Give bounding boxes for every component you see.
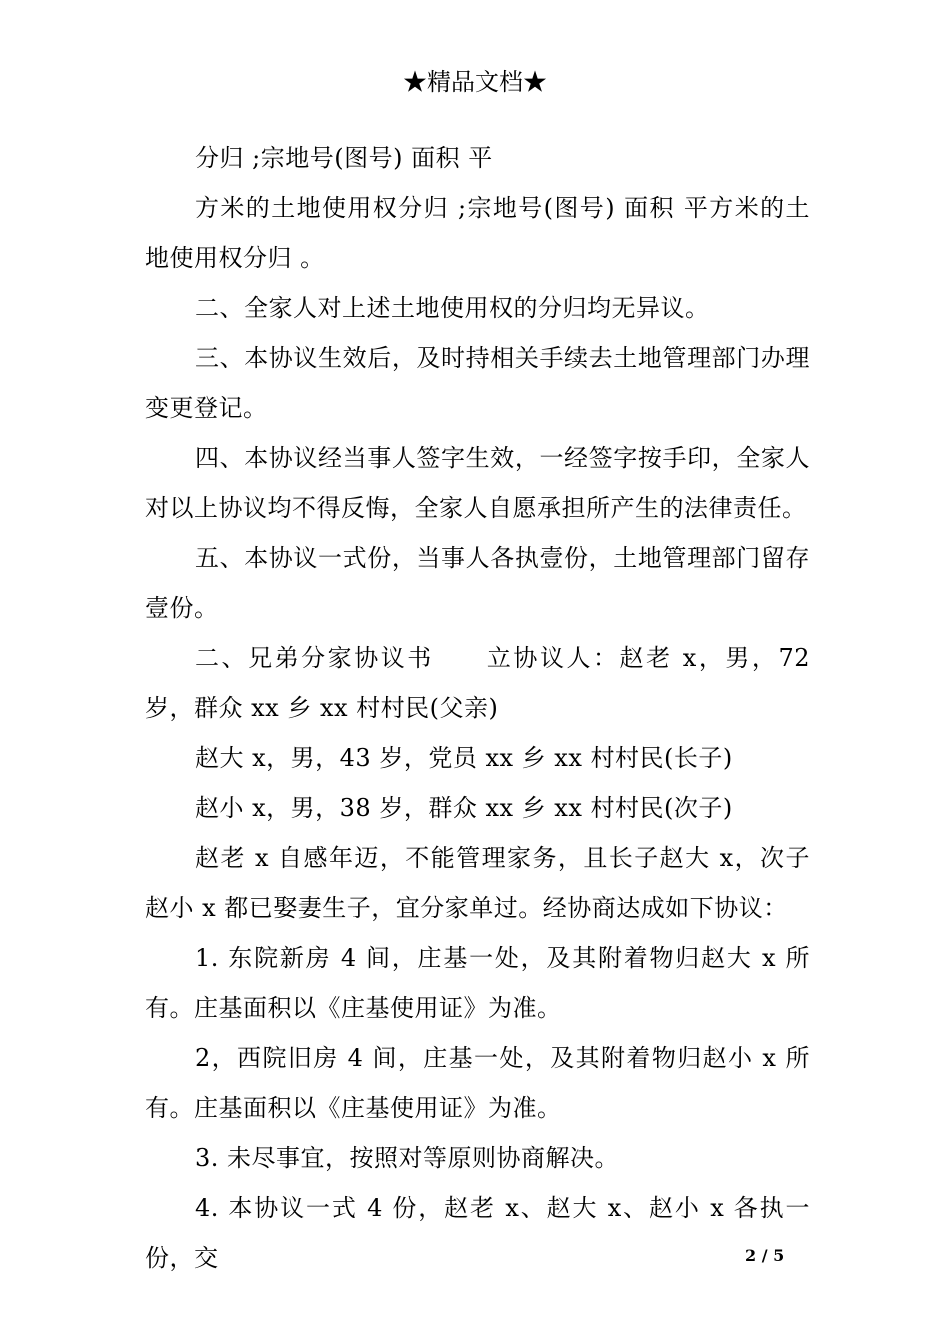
paragraph: 2，西院旧房 4 间，庄基一处，及其附着物归赵小 x 所有。庄基面积以《庄基使用证》为准。 [145,1044,810,1122]
paragraph: 赵老 x 自感年迈，不能管理家务，且长子赵大 x，次子赵小 x 都已娶妻生子，宜分家单过。经协商达成如下协议： [145,844,810,922]
paragraph: 三、本协议生效后，及时持相关手续去土地管理部门办理变更登记。 [145,344,810,422]
paragraph: 3. 未尽事宜，按照对等原则协商解决。 [195,1144,620,1172]
document-body [145,133,810,1283]
paragraph: 四、本协议经当事人签字生效，一经签字按手印，全家人对以上协议均不得反悔，全家人自愿承担所产生的法律责任。 [145,444,810,522]
paragraph: 4. 本协议一式 4 份，赵老 x、赵大 x、赵小 x 各执一份，交 [145,1194,810,1272]
paragraph: 二、全家人对上述土地使用权的分归均无异议。 [195,294,710,322]
paragraph: 1. 东院新房 4 间，庄基一处，及其附着物归赵大 x 所有。庄基面积以《庄基使用证》为准。 [145,944,810,1022]
paragraph: 赵小 x，男，38 岁，群众 xx 乡 xx 村村民(次子) [195,794,733,822]
page-header-title: ★精品文档★ [403,68,547,96]
paragraph: 二、兄弟分家协议书 立协议人：赵老 x，男，72 岁，群众 xx 乡 xx 村村民(父亲) [145,644,810,722]
paragraph: 方米的土地使用权分归 ;宗地号(图号) 面积 平方米的土地使用权分归 。 [145,194,810,272]
page-number: 2 / 5 [745,1246,785,1265]
paragraph: 五、本协议一式份，当事人各执壹份，土地管理部门留存壹份。 [145,544,810,622]
paragraph: 分归 ;宗地号(图号) 面积 平 [195,144,493,172]
paragraph: 赵大 x，男，43 岁，党员 xx 乡 xx 村村民(长子) [195,744,733,772]
